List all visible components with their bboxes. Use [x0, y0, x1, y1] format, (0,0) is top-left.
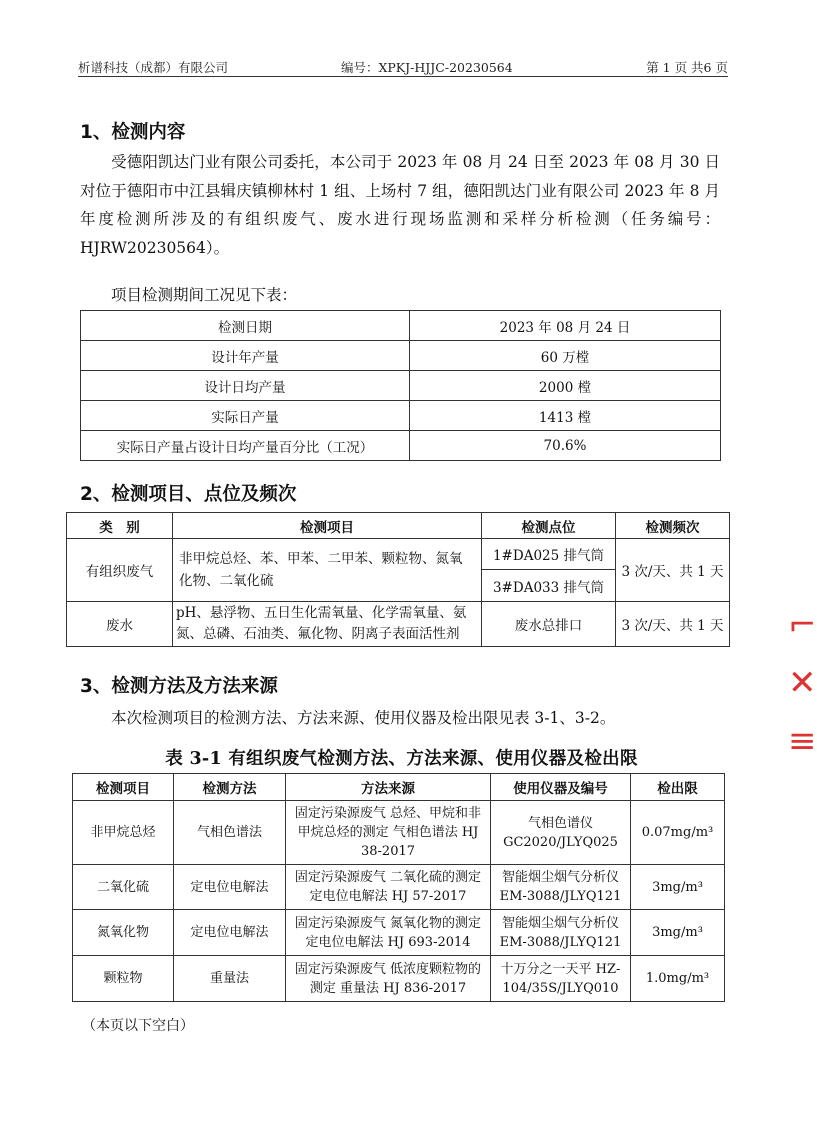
method-table [72, 773, 725, 1002]
section3-paragraph: 本次检测项目的检测方法、方法来源、使用仪器及检出限见表 3-1、3-2。 [111, 709, 616, 727]
table-row: 废水 pH、悬浮物、五日生化需氧量、化学需氧量、氨氮、总磷、石油类、氟化物、阴离子表面活性剂 废水总排口 3 次/天、共 1 天 [67, 602, 730, 647]
table-row: 有组织废气 非甲烷总烃、苯、甲苯、二甲苯、颗粒物、氮氧化物、二氧化硫 1#DA025 排气筒 3 次/天、共 1 天 [67, 539, 730, 570]
table-header-row: 类 别 检测项目 检测点位 检测频次 [67, 513, 730, 539]
table-row: 设计日均产量 2000 樘 [81, 371, 721, 401]
table-row: 颗粒物 重量法 固定污染源废气 低浓度颗粒物的测定 重量法 HJ 836-2017 十万分之一天平 HZ-104/35S/JLYQ010 1.0mg/m³ [73, 956, 725, 1002]
table-3-1-title: 表 3-1 有组织废气检测方法、方法来源、使用仪器及检出限 [165, 749, 638, 769]
header-divider [78, 76, 728, 77]
table-row: 实际日产量占设计日均产量百分比（工况） 70.6% [81, 431, 721, 461]
blank-page-note: （本页以下空白） [82, 1018, 194, 1034]
section1-intro: 项目检测期间工况见下表： [111, 286, 298, 304]
table-row: 二氧化硫 定电位电解法 固定污染源废气 二氧化硫的测定 定电位电解法 HJ 57-2017 智能烟尘烟气分析仪 EM-3088/JLYQ121 3mg/m³ [73, 865, 725, 910]
table-header-row: 检测项目 检测方法 方法来源 使用仪器及编号 检出限 [73, 774, 725, 801]
company-name: 析谱科技（成都）有限公司 [78, 60, 229, 75]
table-row: 实际日产量 1413 樘 [81, 401, 721, 431]
report-number: 编号：XPKJ-HJJC-20230564 [341, 60, 513, 75]
working-condition-table [80, 310, 721, 461]
page-header [78, 55, 728, 77]
section1-paragraph: 受德阳凯达门业有限公司委托，本公司于 2023 年 08 月 24 日至 2023 年 08 月 30 日对位于德阳市中江县辑庆镇柳林村 1 组、上场村 7 组，德阳凯达门业有限公司 2023 年 8 月年度检测所涉及的有组织废气、废水进行现场监测和采样分析检测（任务编号：HJRW20230564）。 [80, 153, 720, 257]
section1-heading: 1、检测内容 [80, 122, 186, 143]
section3-heading: 3、检测方法及方法来源 [80, 676, 278, 697]
table-row: 非甲烷总烃 气相色谱法 固定污染源废气 总烃、甲烷和非甲烷总烃的测定 气相色谱法 HJ 38-2017 气相色谱仪 GC2020/JLYQ025 0.07mg/m³ [73, 801, 725, 865]
table-row: 3#DA033 排气筒 [67, 570, 730, 602]
monitoring-items-table [66, 512, 730, 647]
table-row: 氮氧化物 定电位电解法 固定污染源废气 氮氧化物的测定 定电位电解法 HJ 693-2014 智能烟尘烟气分析仪 EM-3088/JLYQ121 3mg/m³ [73, 910, 725, 956]
section2-heading: 2、检测项目、点位及频次 [80, 484, 297, 505]
table-row: 检测日期 2023 年 08 月 24 日 [81, 311, 721, 341]
table-row: 设计年产量 60 万樘 [81, 341, 721, 371]
page-number: 第 1 页 共6 页 [646, 60, 728, 75]
seal-stamp-fragment: ⌐ ✕ ≡ [788, 605, 817, 761]
